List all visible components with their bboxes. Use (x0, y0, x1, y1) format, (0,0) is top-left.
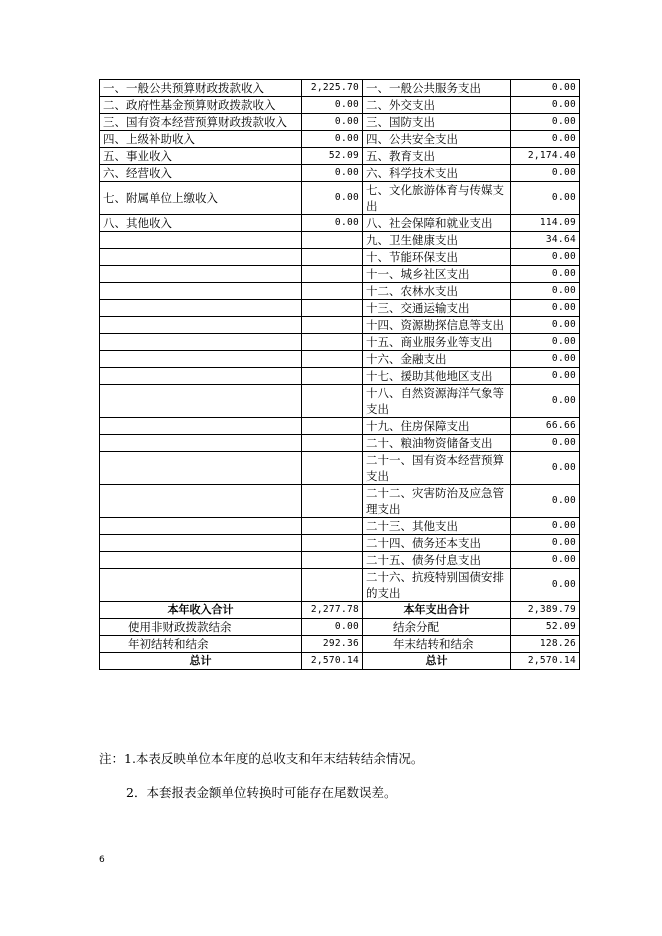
income-item (100, 435, 302, 452)
expense-item: 二十二、灾害防治及应急管理支出 (363, 485, 511, 518)
income-value (302, 552, 363, 569)
expense-value: 0.00 (511, 552, 580, 569)
table-row (100, 97, 580, 114)
income-value (302, 418, 363, 435)
income-value: 0.00 (302, 215, 363, 232)
table-row (100, 165, 580, 182)
income-value (302, 452, 363, 485)
expense-item: 二十四、债务还本支出 (363, 535, 511, 552)
table-row (100, 518, 580, 535)
income-value: 2,225.70 (302, 80, 363, 97)
expense-value: 34.64 (511, 232, 580, 249)
expense-item: 二十三、其他支出 (363, 518, 511, 535)
income-item (100, 535, 302, 552)
expense-value: 0.00 (511, 97, 580, 114)
table-row (100, 485, 580, 518)
table-row (100, 182, 580, 215)
income-value (302, 232, 363, 249)
income-value (302, 266, 363, 283)
note-2: 2．本套报表金额单位转换时可能存在尾数误差。 (126, 785, 397, 800)
expense-item: 十八、自然资源海洋气象等支出 (363, 385, 511, 418)
expense-item: 十一、城乡社区支出 (363, 266, 511, 283)
table-row (100, 131, 580, 148)
income-value: 0.00 (302, 131, 363, 148)
table-row (100, 114, 580, 131)
year-income-label: 本年收入合计 (100, 602, 302, 619)
expense-value: 0.00 (511, 518, 580, 535)
income-value (302, 569, 363, 602)
income-item (100, 485, 302, 518)
income-item (100, 385, 302, 418)
expense-value: 0.00 (511, 114, 580, 131)
income-value (302, 334, 363, 351)
expense-item: 十四、资源勘探信息等支出 (363, 317, 511, 334)
table-row (100, 317, 580, 334)
expense-item: 八、社会保障和就业支出 (363, 215, 511, 232)
income-item (100, 300, 302, 317)
expense-value: 0.00 (511, 182, 580, 215)
income-item (100, 518, 302, 535)
income-item: 三、国有资本经营预算财政拨款收入 (100, 114, 302, 131)
expense-value: 0.00 (511, 266, 580, 283)
expense-value: 0.00 (511, 569, 580, 602)
table-row (100, 232, 580, 249)
expense-value: 2,174.40 (511, 148, 580, 165)
expense-value: 0.00 (511, 300, 580, 317)
income-value (302, 385, 363, 418)
income-item: 六、经营收入 (100, 165, 302, 182)
expense-item: 十、节能环保支出 (363, 249, 511, 266)
expense-value: 0.00 (511, 435, 580, 452)
income-item (100, 418, 302, 435)
income-item: 七、附属单位上缴收入 (100, 182, 302, 215)
row-grand-total (100, 653, 580, 670)
income-item: 二、政府性基金预算财政拨款收入 (100, 97, 302, 114)
nonfiscal-label: 使用非财政拨款结余 (100, 619, 302, 636)
begin-balance-label: 年初结转和结余 (100, 636, 302, 653)
table-row (100, 148, 580, 165)
expense-item: 二十一、国有资本经营预算支出 (363, 452, 511, 485)
expense-item: 三、国防支出 (363, 114, 511, 131)
income-value: 52.09 (302, 148, 363, 165)
income-value: 0.00 (302, 165, 363, 182)
expense-item: 十五、商业服务业等支出 (363, 334, 511, 351)
table-row (100, 300, 580, 317)
year-income-value: 2,277.78 (302, 602, 363, 619)
table-row (100, 452, 580, 485)
expense-item: 十七、援助其他地区支出 (363, 368, 511, 385)
income-value: 0.00 (302, 114, 363, 131)
grand-total-value-right: 2,570.14 (511, 653, 580, 670)
expense-item: 二十六、抗疫特别国债安排的支出 (363, 569, 511, 602)
income-value (302, 283, 363, 300)
income-item: 五、事业收入 (100, 148, 302, 165)
income-item (100, 351, 302, 368)
table-row (100, 368, 580, 385)
expense-item: 四、公共安全支出 (363, 131, 511, 148)
income-value: 0.00 (302, 182, 363, 215)
income-item: 四、上级补助收入 (100, 131, 302, 148)
table-row (100, 535, 580, 552)
expense-value: 0.00 (511, 368, 580, 385)
table-row (100, 418, 580, 435)
expense-item: 六、科学技术支出 (363, 165, 511, 182)
expense-value: 0.00 (511, 165, 580, 182)
begin-balance-value: 292.36 (302, 636, 363, 653)
expense-value: 0.00 (511, 283, 580, 300)
grand-total-value-left: 2,570.14 (302, 653, 363, 670)
page-number: 6 (99, 855, 105, 865)
income-value (302, 435, 363, 452)
table-row (100, 435, 580, 452)
expense-value: 0.00 (511, 452, 580, 485)
table-row (100, 215, 580, 232)
expense-value: 0.00 (511, 485, 580, 518)
table-row (100, 552, 580, 569)
row-year-total (100, 602, 580, 619)
grand-total-label-right: 总计 (363, 653, 511, 670)
expense-value: 0.00 (511, 317, 580, 334)
expense-value: 0.00 (511, 249, 580, 266)
distribution-value: 52.09 (511, 619, 580, 636)
expense-value: 66.66 (511, 418, 580, 435)
table-row (100, 283, 580, 300)
income-item (100, 232, 302, 249)
income-item (100, 334, 302, 351)
income-item (100, 283, 302, 300)
expense-item: 九、卫生健康支出 (363, 232, 511, 249)
income-value (302, 485, 363, 518)
expense-item: 二十、粮油物资储备支出 (363, 435, 511, 452)
table-row (100, 385, 580, 418)
end-balance-label: 年末结转和结余 (363, 636, 511, 653)
income-item (100, 249, 302, 266)
expense-item: 七、文化旅游体育与传媒支出 (363, 182, 511, 215)
income-item (100, 266, 302, 283)
expense-item: 十三、交通运输支出 (363, 300, 511, 317)
table-row (100, 351, 580, 368)
table-totals (100, 602, 580, 670)
expense-value: 0.00 (511, 80, 580, 97)
expense-item: 五、教育支出 (363, 148, 511, 165)
end-balance-value: 128.26 (511, 636, 580, 653)
income-item: 一、一般公共预算财政拨款收入 (100, 80, 302, 97)
table-body (100, 80, 580, 602)
row-nonfiscal (100, 619, 580, 636)
expense-item: 一、一般公共服务支出 (363, 80, 511, 97)
expense-item: 二十五、债务付息支出 (363, 552, 511, 569)
grand-total-label-left: 总计 (100, 653, 302, 670)
expense-item: 十六、金融支出 (363, 351, 511, 368)
expense-value: 0.00 (511, 334, 580, 351)
row-carryover (100, 636, 580, 653)
income-item (100, 552, 302, 569)
nonfiscal-value: 0.00 (302, 619, 363, 636)
income-value (302, 535, 363, 552)
income-item (100, 452, 302, 485)
income-value (302, 518, 363, 535)
year-expense-label: 本年支出合计 (363, 602, 511, 619)
table-row (100, 334, 580, 351)
income-item: 八、其他收入 (100, 215, 302, 232)
expense-value: 0.00 (511, 535, 580, 552)
expense-value: 0.00 (511, 131, 580, 148)
expense-item: 十九、住房保障支出 (363, 418, 511, 435)
income-value: 0.00 (302, 97, 363, 114)
distribution-label: 结余分配 (363, 619, 511, 636)
income-value (302, 300, 363, 317)
income-value (302, 351, 363, 368)
expense-value: 0.00 (511, 351, 580, 368)
expense-item: 十二、农林水支出 (363, 283, 511, 300)
expense-item: 二、外交支出 (363, 97, 511, 114)
income-value (302, 317, 363, 334)
note-1: 注：1.本表反映单位本年度的总收支和年末结转结余情况。 (99, 751, 424, 766)
table-row (100, 249, 580, 266)
income-value (302, 249, 363, 266)
table-row (100, 266, 580, 283)
income-expense-table (99, 79, 580, 670)
income-item (100, 569, 302, 602)
table-row (100, 80, 580, 97)
income-value (302, 368, 363, 385)
expense-value: 114.09 (511, 215, 580, 232)
income-item (100, 368, 302, 385)
year-expense-value: 2,389.79 (511, 602, 580, 619)
table-row (100, 569, 580, 602)
income-item (100, 317, 302, 334)
expense-value: 0.00 (511, 385, 580, 418)
